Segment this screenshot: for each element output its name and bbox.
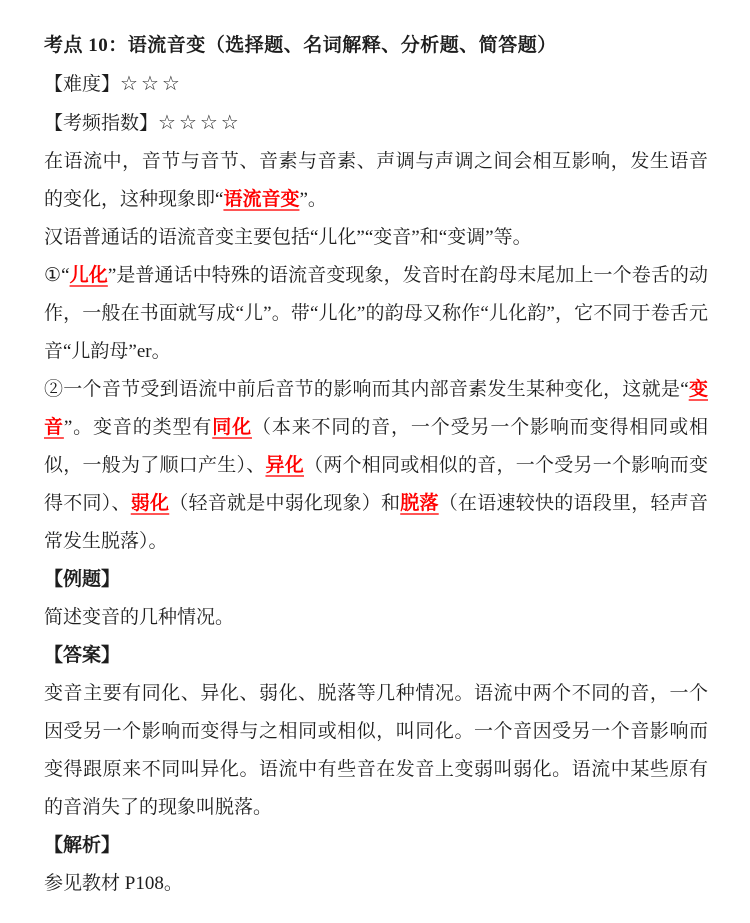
text-run: ”是普通话中特殊的语流音变现象，发音时在韵母末尾加上一个卷舌的动作，一般在书面就写成“儿”。带“儿化”的韵母又称作“儿化韵”，它不同于卷舌元音“儿韵母”er。 bbox=[44, 265, 708, 362]
difficulty-label: 【难度】 bbox=[44, 74, 121, 95]
text-run: ①“ bbox=[44, 265, 70, 286]
text-run: （本来不同的音，一个受另一个影响而变得相同或相似，一般为了顺口产生）、 bbox=[44, 417, 708, 476]
highlight-term: 同化 bbox=[212, 417, 252, 438]
text-run: ”。 bbox=[299, 189, 327, 210]
frequency-line bbox=[44, 104, 708, 143]
highlight-term: 异化 bbox=[265, 455, 304, 476]
example-heading: 【例题】 bbox=[44, 569, 121, 590]
bianyin-paragraph bbox=[44, 371, 708, 561]
difficulty-line bbox=[44, 65, 708, 104]
text-run: （两个相同或相似的音，一个受另一个影响而变得不同）、 bbox=[44, 455, 708, 514]
text-run: 在语流中，音节与音节、音素与音素、声调与声调之间会相互影响，发生语音的变化，这种现象即“ bbox=[44, 151, 708, 210]
frequency-label: 【考频指数】 bbox=[44, 113, 159, 134]
topic-title: 考点 10：语流音变（选择题、名词解释、分析题、简答题） bbox=[44, 35, 557, 56]
highlight-term: 脱落 bbox=[400, 493, 439, 514]
text-run: （轻音就是中弱化现象）和 bbox=[169, 493, 401, 514]
answer-heading: 【答案】 bbox=[44, 645, 121, 666]
highlight-term: 语流音变 bbox=[223, 189, 300, 210]
intro-paragraph bbox=[44, 143, 708, 219]
frequency-stars: ☆☆☆☆ bbox=[158, 112, 242, 134]
text-run: （在语速较快的语段里，轻声音常发生脱落）。 bbox=[44, 493, 708, 552]
scope-paragraph bbox=[44, 219, 708, 257]
text-run: ②一个音节受到语流中前后音节的影响而其内部音素发生某种变化，这就是“ bbox=[44, 379, 689, 400]
answer-text: 变音主要有同化、异化、弱化、脱落等几种情况。语流中两个不同的音，一个因受另一个影响而变得与之相同或相似，叫同化。一个音因受另一个音影响而变得跟原来不同叫异化。语流中有些音在发音上变弱叫弱化。语流中某些原有的音消失了的现象叫脱落。 bbox=[44, 683, 708, 818]
analysis-text: 参见教材 P108。 bbox=[44, 873, 183, 894]
highlight-term: 弱化 bbox=[130, 493, 170, 514]
analysis-heading: 【解析】 bbox=[44, 835, 121, 856]
example-question: 简述变音的几种情况。 bbox=[44, 607, 235, 628]
text-run: 汉语普通话的语流音变主要包括“儿化”“变音”和“变调”等。 bbox=[44, 227, 532, 248]
difficulty-stars: ☆☆☆ bbox=[120, 73, 183, 95]
text-run: ”。变音的类型有 bbox=[63, 417, 213, 438]
highlight-term: 变音 bbox=[44, 379, 708, 438]
highlight-term: 儿化 bbox=[69, 265, 108, 286]
erhua-paragraph bbox=[44, 257, 708, 371]
